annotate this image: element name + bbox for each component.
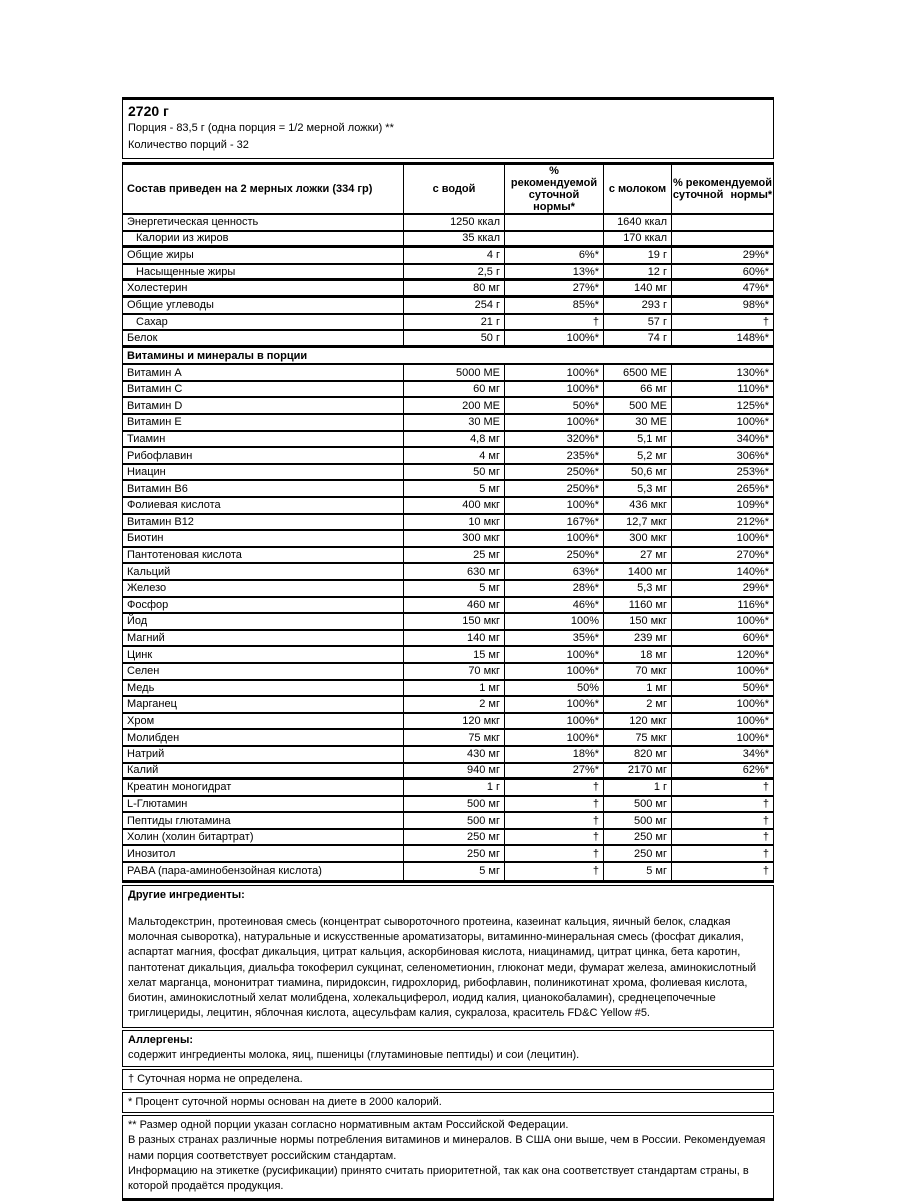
value-with-water: 5 мг xyxy=(403,581,504,596)
value-with-milk: 5,1 мг xyxy=(603,432,671,447)
value-with-water: 50 мг xyxy=(403,465,504,480)
pct-daily-with-water: 28%* xyxy=(504,581,603,596)
value-with-milk: 12 г xyxy=(603,265,671,279)
table-row xyxy=(123,498,773,515)
value-with-milk: 1 мг xyxy=(603,681,671,696)
nutrient-name: Пептиды глютамина xyxy=(127,814,231,827)
pct-daily-with-water: 6%* xyxy=(504,248,603,263)
pct-daily-with-milk: 340%* xyxy=(671,432,773,447)
nutrition-label xyxy=(122,97,774,1201)
value-with-water: 21 г xyxy=(403,315,504,330)
table-row xyxy=(123,664,773,681)
nutrient-name: Калории из жиров xyxy=(136,232,229,245)
column-header-composition: Состав приведен на 2 мерных ложки (334 гр) xyxy=(127,183,373,195)
nutrient-name: Витамин A xyxy=(127,366,182,379)
pct-daily-with-milk: 270%* xyxy=(671,548,773,563)
pct-daily-with-milk: † xyxy=(671,863,773,880)
table-row xyxy=(123,448,773,465)
nutrient-name: Железо xyxy=(127,582,167,595)
value-with-water: 5 мг xyxy=(403,863,504,880)
pct-daily-with-milk: 50%* xyxy=(671,681,773,696)
pct-daily-with-milk: 100%* xyxy=(671,730,773,745)
pct-daily-with-milk: 125%* xyxy=(671,398,773,413)
serving-size-line: Порция - 83,5 г (одна порция = 1/2 мерной ложки) ** xyxy=(128,122,394,134)
nutrient-name: Пантотеновая кислота xyxy=(127,549,242,562)
value-with-milk: 293 г xyxy=(603,298,671,313)
nutrient-name: Креатин моногидрат xyxy=(127,781,232,794)
value-with-water: 5 мг xyxy=(403,481,504,496)
nutrient-name: Инозитол xyxy=(127,847,176,860)
table-row xyxy=(123,215,773,232)
value-with-milk: 27 мг xyxy=(603,548,671,563)
value-with-milk: 5,2 мг xyxy=(603,448,671,463)
pct-daily-with-water: † xyxy=(504,797,603,812)
value-with-milk: 150 мкг xyxy=(603,614,671,629)
table-row xyxy=(123,315,773,332)
pct-daily-with-water: 250%* xyxy=(504,465,603,480)
value-with-milk: 1 г xyxy=(603,780,671,795)
allergens-title: Аллергены: xyxy=(128,1033,194,1046)
table-row xyxy=(123,465,773,482)
allergens-text: содержит ингредиенты молока, яиц, пшеницы (глутаминовые пептиды) и сои (лецитин). xyxy=(128,1048,580,1061)
pct-daily-with-water: 27%* xyxy=(504,281,603,295)
value-with-milk: 250 мг xyxy=(603,830,671,845)
value-with-milk: 75 мкг xyxy=(603,730,671,745)
pct-daily-with-water xyxy=(504,215,603,230)
pct-daily-with-milk: † xyxy=(671,813,773,828)
pct-daily-with-milk: 148%* xyxy=(671,331,773,345)
dagger-footnote-box xyxy=(122,1069,774,1090)
pct-daily-with-milk: † xyxy=(671,830,773,845)
pct-daily-with-milk: 62%* xyxy=(671,764,773,778)
vitamins-section-header: Витамины и минералы в порции xyxy=(123,348,773,366)
pct-daily-with-water: 100%* xyxy=(504,697,603,712)
value-with-milk: 5 мг xyxy=(603,863,671,880)
value-with-water: 400 мкг xyxy=(403,498,504,513)
value-with-milk: 500 мг xyxy=(603,797,671,812)
column-header-with-milk: с молоком xyxy=(603,165,671,213)
pct-daily-with-water: † xyxy=(504,846,603,861)
nutrient-name: Общие углеводы xyxy=(127,299,214,312)
pct-daily-with-water: 18%* xyxy=(504,747,603,762)
value-with-milk: 50,6 мг xyxy=(603,465,671,480)
nutrient-name: Молибден xyxy=(127,731,180,744)
value-with-milk: 12,7 мкг xyxy=(603,515,671,530)
value-with-water: 940 мг xyxy=(403,764,504,778)
pct-daily-with-milk: 140%* xyxy=(671,564,773,579)
value-with-water: 80 мг xyxy=(403,281,504,295)
pct-daily-with-milk: † xyxy=(671,780,773,795)
table-row xyxy=(123,714,773,731)
table-row xyxy=(123,281,773,298)
value-with-water: 1250 ккал xyxy=(403,215,504,230)
pct-daily-with-water: 13%* xyxy=(504,265,603,279)
nutrition-table xyxy=(122,162,774,883)
column-header-pct-daily-milk: % рекомендуемой суточной нормы* xyxy=(671,165,773,213)
pct-daily-with-water: † xyxy=(504,780,603,795)
value-with-water: 500 мг xyxy=(403,813,504,828)
table-row xyxy=(123,515,773,532)
value-with-milk: 18 мг xyxy=(603,647,671,662)
asterisk-footnote: * Процент суточной нормы основан на диете в 2000 калорий. xyxy=(128,1096,442,1109)
table-row xyxy=(123,863,773,880)
pct-daily-with-water: 100%* xyxy=(504,415,603,430)
value-with-milk: 300 мкг xyxy=(603,531,671,546)
pct-daily-with-milk: 98%* xyxy=(671,298,773,313)
nutrient-name: Энергетическая ценность xyxy=(127,216,259,229)
value-with-milk: 140 мг xyxy=(603,281,671,295)
nutrient-name: Витамин B12 xyxy=(127,515,194,528)
allergens-box xyxy=(122,1030,774,1067)
value-with-milk: 500 МЕ xyxy=(603,398,671,413)
pct-daily-with-milk xyxy=(671,232,773,246)
value-with-water: 75 мкг xyxy=(403,730,504,745)
product-weight: 2720 г xyxy=(128,103,169,119)
nutrient-name: Медь xyxy=(127,681,155,694)
pct-daily-with-water: 100%* xyxy=(504,331,603,345)
value-with-milk: 6500 МЕ xyxy=(603,365,671,380)
pct-daily-with-milk: 306%* xyxy=(671,448,773,463)
pct-daily-with-water: 63%* xyxy=(504,564,603,579)
pct-daily-with-water: 27%* xyxy=(504,764,603,778)
dagger-footnote: † Суточная норма не определена. xyxy=(128,1073,303,1086)
value-with-milk: 500 мг xyxy=(603,813,671,828)
table-row xyxy=(123,564,773,581)
value-with-milk: 70 мкг xyxy=(603,664,671,679)
value-with-water: 15 мг xyxy=(403,647,504,662)
pct-daily-with-milk: 100%* xyxy=(671,714,773,729)
nutrient-name: Йод xyxy=(127,615,148,628)
pct-daily-with-water: 100%* xyxy=(504,531,603,546)
serving-standard-note-line2: В разных странах различные нормы потребления витаминов и минералов. В США они выше, чем в России. Рекомендуемая нами порция соответствует российским стандартам. xyxy=(128,1134,766,1162)
value-with-milk: 120 мкг xyxy=(603,714,671,729)
value-with-milk: 250 мг xyxy=(603,846,671,861)
value-with-milk: 436 мкг xyxy=(603,498,671,513)
value-with-water: 1 г xyxy=(403,780,504,795)
pct-daily-with-milk xyxy=(671,215,773,230)
serving-standard-note-line1: ** Размер одной порции указан согласно нормативным актам Российской Федерации. xyxy=(128,1119,569,1132)
pct-daily-with-milk: 34%* xyxy=(671,747,773,762)
value-with-water: 4 мг xyxy=(403,448,504,463)
nutrient-name: Ниацин xyxy=(127,466,166,479)
table-header-row xyxy=(123,165,773,215)
value-with-water: 250 мг xyxy=(403,830,504,845)
table-row xyxy=(123,398,773,415)
other-ingredients-title: Другие ингредиенты: xyxy=(128,888,245,901)
pct-daily-with-water: 35%* xyxy=(504,631,603,646)
value-with-water: 150 мкг xyxy=(403,614,504,629)
table-row xyxy=(123,730,773,747)
table-row xyxy=(123,747,773,764)
nutrient-name: Витамин E xyxy=(127,416,182,429)
nutrient-name: Рибофлавин xyxy=(127,449,193,462)
nutrient-name: Кальций xyxy=(127,565,171,578)
other-ingredients-text: Мальтодекстрин, протеиновая смесь (концентрат сывороточного протеина, казеинат кальция, яичный белок, сладкая молочная сыворотка), натуральные и искусственные ароматизаторы, витаминно-минеральная смесь (фосфат дикалия, аспартат магния, фосфат дикальция, цитрат кальция, аскорбиновая кислота, ниацинамид, цитрат цинка, бета каротин, пантотенат дикальция, диальфа токоферил сукцинат, селенометионин, глюконат меди, фумарат железа, аминокислотный хелат марганца, мононитрат тиамина, пиридоксин, гидрохлорид, рибофлавин, полиникотинат хрома, фолиевая кислота, биотин, аминокислотный хелат молибдена, холекальциферол, иодид калия, цианокобаламин), среднецепочечные триглицериды, лецитин, яблочная кислота, ацесульфам калия, сукралоза, краситель FD&C Yellow #5. xyxy=(128,915,757,1020)
table-row xyxy=(123,681,773,698)
value-with-water: 2 мг xyxy=(403,697,504,712)
pct-daily-with-milk: † xyxy=(671,315,773,330)
pct-daily-with-milk: 120%* xyxy=(671,647,773,662)
value-with-water: 430 мг xyxy=(403,747,504,762)
nutrient-name: Тиамин xyxy=(127,432,166,445)
nutrient-name: Марганец xyxy=(127,698,177,711)
pct-daily-with-water: † xyxy=(504,315,603,330)
value-with-milk: 5,3 мг xyxy=(603,481,671,496)
nutrient-name: Насыщенные жиры xyxy=(136,265,236,278)
pct-daily-with-milk: 100%* xyxy=(671,614,773,629)
nutrient-name: Сахар xyxy=(136,315,168,328)
value-with-water: 250 мг xyxy=(403,846,504,861)
macronutrient-rows xyxy=(123,215,773,348)
nutrient-name: Биотин xyxy=(127,532,164,545)
other-ingredients-box xyxy=(122,885,774,1028)
table-row xyxy=(123,531,773,548)
table-row xyxy=(123,581,773,598)
pct-daily-with-water: 100%* xyxy=(504,714,603,729)
table-row xyxy=(123,481,773,498)
pct-daily-with-water: 100%* xyxy=(504,647,603,662)
value-with-milk: 74 г xyxy=(603,331,671,345)
value-with-milk: 170 ккал xyxy=(603,232,671,246)
value-with-water: 10 мкг xyxy=(403,515,504,530)
pct-daily-with-water: 235%* xyxy=(504,448,603,463)
table-row xyxy=(123,265,773,282)
value-with-water: 630 мг xyxy=(403,564,504,579)
pct-daily-with-water: 100%* xyxy=(504,365,603,380)
value-with-water: 120 мкг xyxy=(403,714,504,729)
value-with-water: 200 МЕ xyxy=(403,398,504,413)
servings-count-line: Количество порций - 32 xyxy=(128,139,249,151)
table-row xyxy=(123,780,773,797)
value-with-milk: 1640 ккал xyxy=(603,215,671,230)
value-with-water: 4,8 мг xyxy=(403,432,504,447)
serving-standard-note-box xyxy=(122,1115,774,1200)
nutrient-name: Белок xyxy=(127,331,158,344)
table-row xyxy=(123,797,773,814)
value-with-milk: 2170 мг xyxy=(603,764,671,778)
pct-daily-with-milk: 47%* xyxy=(671,281,773,295)
pct-daily-with-water: 100%* xyxy=(504,498,603,513)
asterisk-footnote-box xyxy=(122,1092,774,1113)
pct-daily-with-milk: 29%* xyxy=(671,581,773,596)
table-row xyxy=(123,830,773,847)
table-row xyxy=(123,232,773,249)
nutrient-name: Фолиевая кислота xyxy=(127,499,221,512)
nutrient-name: Хром xyxy=(127,715,155,728)
pct-daily-with-water: 100%* xyxy=(504,382,603,397)
value-with-water: 25 мг xyxy=(403,548,504,563)
value-with-milk: 2 мг xyxy=(603,697,671,712)
column-header-pct-daily-water: % рекомендуемой суточной нормы* xyxy=(504,165,603,213)
nutrient-name: Холин (холин битартрат) xyxy=(127,831,254,844)
value-with-milk: 19 г xyxy=(603,248,671,263)
pct-daily-with-milk: 130%* xyxy=(671,365,773,380)
pct-daily-with-milk: 110%* xyxy=(671,382,773,397)
pct-daily-with-milk: 100%* xyxy=(671,531,773,546)
pct-daily-with-milk: 109%* xyxy=(671,498,773,513)
pct-daily-with-milk: 212%* xyxy=(671,515,773,530)
table-row xyxy=(123,298,773,315)
table-row xyxy=(123,614,773,631)
nutrient-name: Витамин D xyxy=(127,399,183,412)
pct-daily-with-milk: 60%* xyxy=(671,265,773,279)
pct-daily-with-water: † xyxy=(504,863,603,880)
pct-daily-with-water: 100%* xyxy=(504,730,603,745)
table-row xyxy=(123,813,773,830)
nutrient-name: Общие жиры xyxy=(127,249,194,262)
table-row xyxy=(123,365,773,382)
value-with-milk: 66 мг xyxy=(603,382,671,397)
product-info-box xyxy=(122,97,774,159)
value-with-water: 30 МЕ xyxy=(403,415,504,430)
pct-daily-with-water: 100%* xyxy=(504,664,603,679)
value-with-milk: 1400 мг xyxy=(603,564,671,579)
value-with-milk: 1160 мг xyxy=(603,598,671,613)
table-row xyxy=(123,548,773,565)
pct-daily-with-milk: † xyxy=(671,846,773,861)
value-with-water: 5000 МЕ xyxy=(403,365,504,380)
value-with-milk: 820 мг xyxy=(603,747,671,762)
vitamin-mineral-rows xyxy=(123,365,773,879)
pct-daily-with-water: † xyxy=(504,813,603,828)
value-with-water: 500 мг xyxy=(403,797,504,812)
value-with-milk: 239 мг xyxy=(603,631,671,646)
column-header-with-water: с водой xyxy=(403,165,504,213)
value-with-water: 460 мг xyxy=(403,598,504,613)
pct-daily-with-water: 46%* xyxy=(504,598,603,613)
pct-daily-with-milk: 265%* xyxy=(671,481,773,496)
table-row xyxy=(123,697,773,714)
pct-daily-with-milk: 100%* xyxy=(671,664,773,679)
nutrient-name: Витамин B6 xyxy=(127,482,188,495)
pct-daily-with-water: 167%* xyxy=(504,515,603,530)
value-with-milk: 57 г xyxy=(603,315,671,330)
table-row xyxy=(123,764,773,781)
nutrient-name: Калий xyxy=(127,764,159,777)
value-with-water: 70 мкг xyxy=(403,664,504,679)
table-row xyxy=(123,846,773,863)
nutrient-name: Холестерин xyxy=(127,282,188,295)
value-with-water: 4 г xyxy=(403,248,504,263)
pct-daily-with-water: 250%* xyxy=(504,548,603,563)
pct-daily-with-water: 50% xyxy=(504,681,603,696)
value-with-milk: 5,3 мг xyxy=(603,581,671,596)
nutrient-name: L-Глютамин xyxy=(127,797,188,810)
table-row xyxy=(123,631,773,648)
value-with-water: 254 г xyxy=(403,298,504,313)
pct-daily-with-milk: 253%* xyxy=(671,465,773,480)
serving-standard-note-line3: Информацию на этикетке (русификации) принято считать приоритетной, так как она соответствует стандартам страны, в которой продаётся продукция. xyxy=(128,1164,749,1193)
nutrient-name: Витамин C xyxy=(127,383,183,396)
table-row xyxy=(123,415,773,432)
pct-daily-with-water: 50%* xyxy=(504,398,603,413)
table-row xyxy=(123,598,773,615)
value-with-water: 50 г xyxy=(403,331,504,345)
value-with-water: 1 мг xyxy=(403,681,504,696)
table-row xyxy=(123,432,773,449)
nutrient-name: Магний xyxy=(127,632,165,645)
nutrient-name: Натрий xyxy=(127,748,165,761)
pct-daily-with-water: 320%* xyxy=(504,432,603,447)
pct-daily-with-water xyxy=(504,232,603,246)
nutrient-name: PABA (пара-аминобензойная кислота) xyxy=(127,865,322,878)
nutrient-name: Цинк xyxy=(127,648,153,661)
pct-daily-with-milk: 100%* xyxy=(671,415,773,430)
pct-daily-with-milk: 60%* xyxy=(671,631,773,646)
value-with-water: 300 мкг xyxy=(403,531,504,546)
table-row xyxy=(123,331,773,348)
table-row xyxy=(123,382,773,399)
nutrient-name: Селен xyxy=(127,665,160,678)
pct-daily-with-milk: 29%* xyxy=(671,248,773,263)
value-with-water: 35 ккал xyxy=(403,232,504,246)
pct-daily-with-milk: † xyxy=(671,797,773,812)
nutrient-name: Фосфор xyxy=(127,598,169,611)
value-with-water: 60 мг xyxy=(403,382,504,397)
pct-daily-with-milk: 100%* xyxy=(671,697,773,712)
pct-daily-with-water: 85%* xyxy=(504,298,603,313)
pct-daily-with-milk: 116%* xyxy=(671,598,773,613)
table-row xyxy=(123,647,773,664)
pct-daily-with-water: 100% xyxy=(504,614,603,629)
value-with-milk: 30 МЕ xyxy=(603,415,671,430)
table-row xyxy=(123,248,773,265)
value-with-water: 2,5 г xyxy=(403,265,504,279)
pct-daily-with-water: † xyxy=(504,830,603,845)
pct-daily-with-water: 250%* xyxy=(504,481,603,496)
value-with-water: 140 мг xyxy=(403,631,504,646)
